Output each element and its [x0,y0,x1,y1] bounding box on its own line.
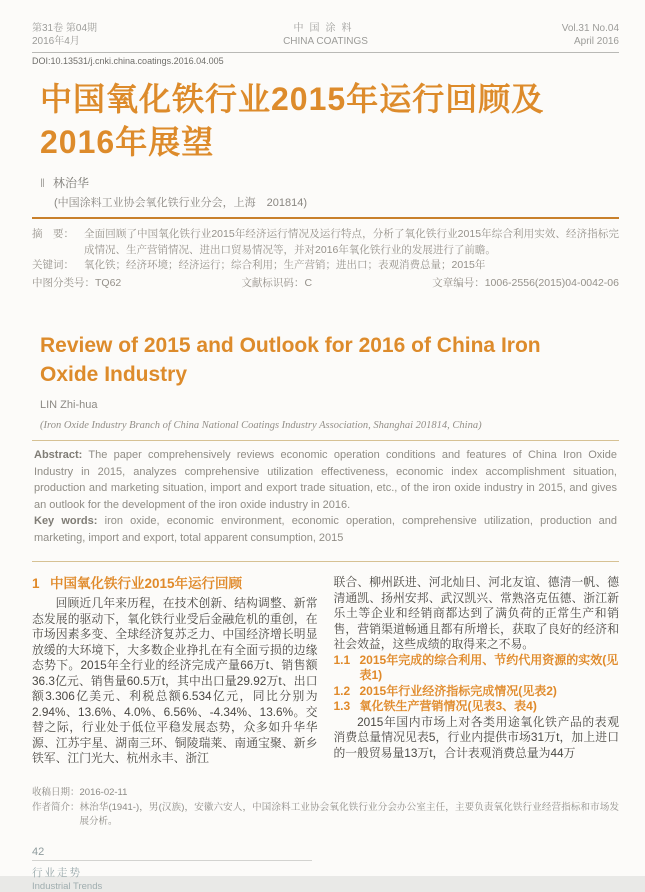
journal-header [32,22,619,53]
subsection-1-3-number: 1.3 [333,699,351,713]
doc-code-label: 文献标识码： [241,276,305,289]
section-1-heading [32,575,318,593]
journal-name [202,22,449,48]
article-id-label: 文章编号： [432,276,485,289]
abstract-cn-text: 全面回顾了中国氧化铁行业2015年经济运行情况及运行特点，分析了氧化铁行业2015年综合利用实效、经济指标完成情况、生产营销情况、进出口贸易情况等，并对2016年氧化铁行业的发展进行了前瞻。 [84,228,619,256]
volume-issue-cn: 第31卷 第04期 [32,23,98,34]
received-date-row [32,786,619,801]
date-cn: 2016年4月 [32,36,80,47]
keywords-en-text: iron oxide, economic environment, economic operation, comprehensive utilization, production and marketing, import and export, total apparent consumption, 2015 [34,515,617,544]
author-bio-row [32,801,619,830]
article-title-cn-line1: 中国氧化铁行业2015年运行回顾及 [40,81,545,117]
clc-number [32,276,121,292]
affiliation-en: (Iron Oxide Industry Branch of China National Coatings Industry Association, Shanghai 201814, China) [40,420,482,431]
author-bio-text: 林治华(1941-)，男(汉族)，安徽六安人，中国涂料工业协会氧化铁行业分会办公室主任，主要负责氧化铁行业经营指标和市场发展分析。 [79,801,619,827]
subsection-1-2-number: 1.2 [333,683,351,698]
subsection-1-1-number: 1.1 [333,652,351,667]
subsection-1-2-heading [334,684,620,700]
keywords-cn-row [32,258,619,274]
abstract-en-label: Abstract: [34,449,83,461]
keywords-en-paragraph [34,513,617,546]
clc-label: 中图分类号： [32,276,95,289]
abstract-cn-block [32,227,619,291]
article-title-en: Review of 2015 and Outlook for 2016 of China Iron Oxide Industry [40,334,541,386]
affiliation-cn: (中国涂料工业协会氧化铁行业分会，上海 201814) [54,197,308,209]
volume-issue-en: Vol.31 No.04 [561,23,619,34]
doi-line: DOI:10.13531/j.cnki.china.coatings.2016.04.005 [32,56,224,66]
journal-name-cn: 中国涂料 [293,23,358,34]
page-number: 42 [32,845,45,858]
keywords-en-label: Key words: [34,515,98,527]
received-date-value: 2016-02-11 [79,787,128,798]
article-title-cn-line2: 2016年展望 [40,124,215,160]
header-issue-info [32,22,202,48]
abstract-en-text: The paper comprehensively reviews economic operation conditions and features of China Iron Oxide Industry in 2015, analyzes comprehensive utilization effectiveness, economic index accomplishment situation, production and marketing situation, import and export trade situation, etc., of the iron oxide industry in 2015, and gives an outlook for the development of the iron oxide industry in 2016. [34,449,617,511]
body-columns [32,575,619,780]
article-id [432,276,619,292]
subsection-1-3-title: 氧化铁生产营销情况(见表3、表4) [359,699,537,713]
footer-divider [32,860,312,861]
author-name-cn: 林治华 [52,176,89,190]
journal-name-en: CHINA COATINGS [283,36,368,47]
author-row [40,174,619,191]
classification-row [32,276,619,292]
doc-code-value: C [304,276,313,289]
received-date-label: 收稿日期： [32,787,80,798]
orange-divider [32,217,619,219]
body-paragraph-2: 2015年国内市场上对各类用途氧化铁产品的表观消费总量情况见表5，行业内提供市场31万t，加上进口的一般贸易量13万t，合计表观消费总量为44万 [333,714,619,760]
section-1-title: 中国氧化铁行业2015年运行回顾 [50,576,243,591]
subsection-1-1-heading [334,653,620,684]
abstract-en-paragraph [34,447,617,513]
subsection-1-2-title: 2015年行业经济指标完成情况(见表2) [359,683,557,698]
abstract-cn-row [32,227,619,258]
page-footer [32,846,619,892]
author-name-en: LIN Zhi-hua [40,399,98,411]
abstract-en-block [32,441,619,552]
article-id-value: 1006-2556(2015)04-0042-06 [484,276,619,289]
header-issue-info-en [449,22,619,48]
footnote-block [32,786,619,830]
subsection-1-3-heading [334,699,620,715]
column-section-name-en: Industrial Trends [32,880,103,892]
author-marker-icon: ‖ [40,175,45,190]
section-1-number: 1 [32,576,40,591]
subsection-1-1-title: 2015年完成的综合利用、节约代用资源的实效(见表1) [359,652,619,682]
column-section-name-cn: 行业走势 [32,866,82,879]
article-title-cn [40,78,619,164]
body-column-left [32,575,318,780]
keywords-cn-text: 氧化铁；经济环境；经济运行；综合利用；生产营销；进出口；表观消费总量；2015年 [84,259,486,271]
clc-value: TQ62 [95,276,122,289]
keywords-cn-label: 关键词： [32,259,74,271]
tan-divider-bottom [32,561,619,562]
body-paragraph-1-continued: 联合、柳州跃进、河北灿日、河北友谊、德清一帆、德清通凯、扬州安邦、武汉凯兴、常熟洛克伍德、浙江新乐土等企业和经销商都达到了满负荷的正常生产和销售，营销渠道畅通且都有所增长，获取了良好的经济和社会效益，这些成绩的取得来之不易。 [333,575,619,651]
body-paragraph-1: 回顾近几年来历程，在技术创新、结构调整、新常态发展的驱动下，氧化铁行业受后金融危机的重创，在市场因素多变、全球经济复苏乏力、中国经济增长明显放缓的大环境下，大多数企业挣扎在有全面亏损的边缘态势下。2015年全行业的经济完成产量66万t、销售额36.3亿元、销售量60.5万t，其中出口量29.92万t、出口额3.306亿美元、利税总额6.534亿元，同比分别为2.94%、13.6%、4.0%、6.56%、-4.34%、13.6%。交替之际，行业处于低位平稳发展态势，众多如升华华源、江苏宇星、湖南三环、铜陵瑞莱、南通宝聚、新乡铁军、江门光大、杭州永丰、浙江 [32,596,318,765]
body-column-right [334,575,620,780]
date-en: April 2016 [573,36,619,47]
abstract-cn-label: 摘 要： [32,228,74,240]
author-bio-label: 作者简介： [32,801,80,813]
doc-code [241,276,312,292]
